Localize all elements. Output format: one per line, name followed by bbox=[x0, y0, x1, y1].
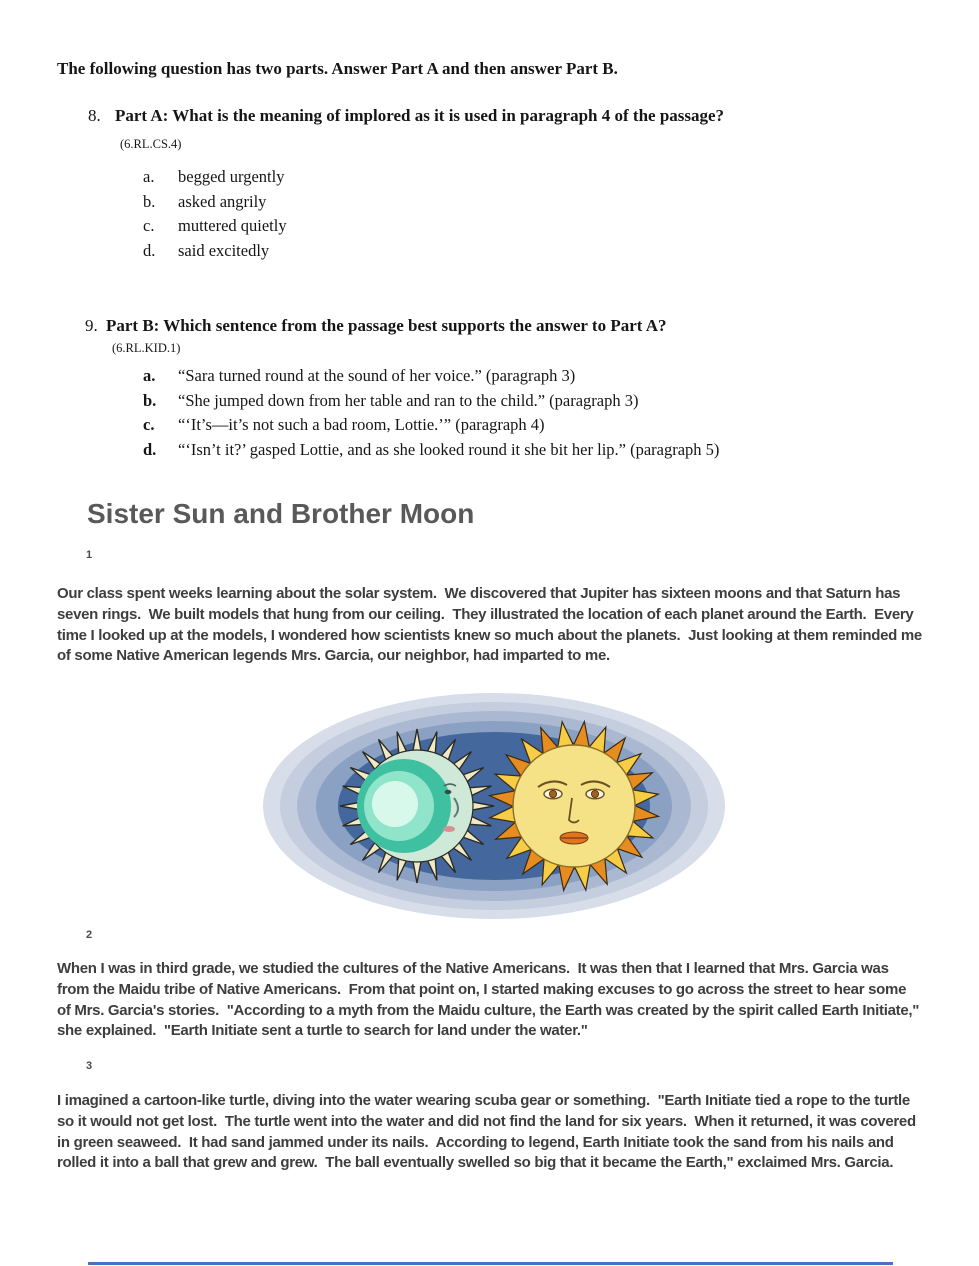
question-8-head bbox=[88, 102, 808, 158]
paragraph-1-number: 1 bbox=[86, 549, 93, 561]
option-letter: b. bbox=[143, 390, 157, 410]
option-letter: c. bbox=[143, 415, 155, 434]
question-8-prompt-wrap bbox=[115, 102, 787, 158]
option-text: “She jumped down from her table and ran to the child.” (paragraph 3) bbox=[178, 390, 639, 410]
option-text: asked angrily bbox=[178, 191, 267, 211]
question-8-option-d[interactable] bbox=[143, 239, 808, 264]
passage-title: Sister Sun and Brother Moon bbox=[87, 498, 475, 529]
option-letter: d. bbox=[143, 240, 156, 260]
option-text: muttered quietly bbox=[178, 216, 287, 235]
question-9-prompt: Part B: Which sentence from the passage best supports the answer to Part A? bbox=[106, 316, 667, 335]
paragraph-1-text: Our class spent weeks learning about the solar system. We discovered that Jupiter has sixteen moons and that Saturn has seven rings. We built models that hung from our ceiling. They illustrated the location of each planet around the Earth. Every time I looked up at the models, I wondered how scientists knew so much about the planets. Just looking at them reminded me of some Native American legends Mrs. Garcia, our neighbor, had imparted to me. bbox=[57, 585, 926, 665]
question-8-option-a[interactable] bbox=[143, 165, 808, 190]
moon-icon bbox=[340, 729, 494, 883]
option-letter: c. bbox=[143, 216, 155, 235]
question-8-number: 8. bbox=[88, 106, 101, 125]
question-9-head bbox=[85, 312, 885, 339]
question-8-option-c[interactable] bbox=[143, 214, 808, 239]
option-text: “Sara turned round at the sound of her voice.” (paragraph 3) bbox=[178, 366, 576, 385]
question-8 bbox=[88, 102, 808, 263]
paragraph-3-text: I imagined a cartoon-like turtle, diving into the water wearing scuba gear or something. "Earth Initiate tied a rope to the turtle so it would not get lost. The turtle went into the water and did not find the land for six years. When it returned, it was covered in green seaweed. It had sand jammed under its nails. According to legend, Earth Initiate took the sand from his nails and rolled it into a ball that grew and grew. The ball eventually swelled so big that it became the Earth," exclaimed Mrs. Garcia. bbox=[57, 1092, 920, 1172]
option-text: “‘Isn’t it?’ gasped Lottie, and as she looked round it she bit her lip.” (paragraph 5) bbox=[178, 439, 720, 459]
question-9-standard-code: (6.RL.KID.1) bbox=[112, 341, 181, 355]
question-8-options bbox=[143, 165, 808, 263]
option-letter: a. bbox=[143, 167, 155, 186]
question-9-option-a[interactable] bbox=[143, 364, 885, 389]
sun-moon-svg bbox=[261, 689, 727, 924]
question-9-options bbox=[143, 364, 885, 462]
paragraph-3-number: 3 bbox=[86, 1060, 93, 1072]
option-letter: a. bbox=[143, 366, 156, 385]
paragraph-2-number: 2 bbox=[86, 929, 93, 941]
question-9-option-b[interactable] bbox=[143, 389, 885, 414]
instruction-text: The following question has two parts. Answer Part A and then answer Part B. bbox=[57, 59, 618, 78]
question-9-option-c[interactable] bbox=[143, 413, 885, 438]
question-8-prompt: Part A: What is the meaning of implored as it is used in paragraph 4 of the passage? bbox=[115, 106, 725, 125]
paragraph-2-text: When I was in third grade, we studied the cultures of the Native Americans. It was then that I learned that Mrs. Garcia was from the Maidu tribe of Native Americans. From that point on, I started making excuses to go across the street to hear some of Mrs. Garcia's stories. "According to a myth from the Maidu culture, the Earth was created by the spirit called Earth Initiate," she explained. "Earth Initiate sent a turtle to search for land under the water." bbox=[57, 960, 923, 1040]
option-letter: b. bbox=[143, 191, 156, 211]
question-9 bbox=[85, 312, 885, 462]
option-text: “‘It’s—it’s not such a bad room, Lottie.’” (paragraph 4) bbox=[178, 415, 545, 434]
option-text: begged urgently bbox=[178, 167, 285, 186]
question-8-standard-code: (6.RL.CS.4) bbox=[120, 137, 182, 151]
question-9-number: 9. bbox=[85, 316, 98, 335]
question-9-prompt-wrap bbox=[106, 312, 667, 339]
question-9-option-d[interactable] bbox=[143, 438, 885, 463]
option-text: said excitedly bbox=[178, 240, 270, 260]
bottom-divider bbox=[88, 1262, 893, 1265]
question-8-option-b[interactable] bbox=[143, 190, 808, 215]
sun-moon-illustration bbox=[261, 689, 727, 924]
option-letter: d. bbox=[143, 439, 157, 459]
